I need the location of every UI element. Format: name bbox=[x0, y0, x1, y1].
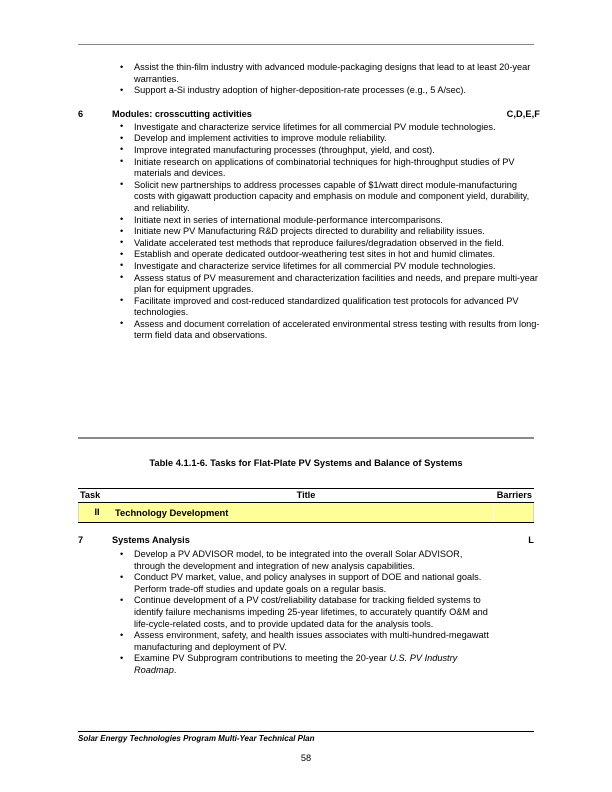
bullet-item: • Support a-Si industry adoption of higher-deposition-rate processes (e.g., 5 A/sec). bbox=[78, 85, 540, 97]
task-barriers: L bbox=[528, 535, 534, 545]
bullet-item: • Improve integrated manufacturing processes (throughput, yield, and cost). bbox=[78, 145, 540, 157]
task-6-bullet-list bbox=[78, 122, 540, 342]
table-body bbox=[78, 523, 534, 677]
task-barriers: C,D,E,F bbox=[506, 108, 540, 119]
task-7-bullet-list bbox=[78, 549, 534, 677]
continued-task-block bbox=[78, 62, 540, 342]
bullet-item: • Initiate research on applications of combinatorial techniques for high-throughput studies of PV materials and devices. bbox=[78, 157, 540, 180]
bullet-item: • Continue development of a PV cost/reliability database for tracking fielded systems to identify failure mechanisms impeding 25-year lifetimes, to accurately quantify O&M and life-cycle-related costs, and to provide updated data for the analysis tools. bbox=[78, 595, 534, 630]
column-header-barriers: Barriers bbox=[496, 490, 532, 500]
bullet-item: • Investigate and characterize service lifetimes for all commercial PV module technologies. bbox=[78, 261, 540, 273]
header-rule bbox=[78, 44, 534, 45]
task-title: Systems Analysis bbox=[112, 535, 190, 545]
section-band-technology-development bbox=[78, 503, 534, 522]
task-title: Modules: crosscutting activities bbox=[112, 108, 252, 119]
table-header-row bbox=[78, 489, 534, 502]
task-number: 6 bbox=[78, 108, 84, 119]
footer-rule bbox=[78, 731, 534, 732]
task-heading-row-7 bbox=[78, 535, 534, 548]
bullet-item: • Solicit new partnerships to address processes capable of $1/watt direct module-manufacturing costs with gigawatt production capacity and emphasis on module and component yield, durability, and reliability. bbox=[78, 180, 540, 215]
footer-title: Solar Energy Technologies Program Multi-Year Technical Plan bbox=[78, 734, 315, 743]
page-number: 58 bbox=[300, 753, 312, 763]
tasks-table bbox=[78, 488, 534, 677]
previous-table-closing-rule bbox=[78, 437, 534, 439]
bullet-item: • Initiate new PV Manufacturing R&D projects directed to durability and reliability issues. bbox=[78, 226, 540, 238]
table-caption: Table 4.1.1-6. Tasks for Flat-Plate PV Systems and Balance of Systems bbox=[149, 457, 463, 468]
bullet-item: • Develop a PV ADVISOR model, to be integrated into the overall Solar ADVISOR, through the development and integration of new analysis capabilities. bbox=[78, 549, 534, 572]
bullet-item: • Assist the thin-film industry with advanced module-packaging designs that lead to at least 20-year warranties. bbox=[78, 62, 540, 85]
bullet-item: • Investigate and characterize service lifetimes for all commercial PV module technologies. bbox=[78, 122, 540, 134]
section-band-label: Technology Development bbox=[115, 507, 229, 518]
italic-title: U.S. PV Industry Roadmap bbox=[134, 653, 458, 675]
bullet-item: • Develop and implement activities to improve module reliability. bbox=[78, 133, 540, 145]
bullet-item: • Assess status of PV measurement and characterization facilities and needs, and prepare multi-year plan for equipment upgrades. bbox=[78, 273, 540, 296]
bullet-item: • Validate accelerated test methods that reproduce failures/degradation observed in the field. bbox=[78, 238, 540, 250]
bullet-item: • Initiate next in series of international module-performance intercomparisons. bbox=[78, 215, 540, 227]
task-number: 7 bbox=[78, 535, 84, 545]
continued-leading-bullet-list bbox=[78, 62, 540, 97]
bullet-item: • Establish and operate dedicated outdoor-weathering test sites in hot and humid climates. bbox=[78, 249, 540, 261]
section-band-number: II bbox=[94, 507, 100, 517]
bullet-item: • Conduct PV market, value, and policy analyses in support of DOE and national goals. Perform trade-off studies and update goals on a regular basis. bbox=[78, 572, 534, 595]
column-header-title: Title bbox=[296, 490, 316, 500]
bullet-item: • Facilitate improved and cost-reduced standardized qualification test protocols for advanced PV technologies. bbox=[78, 296, 540, 319]
section-band-column-divider bbox=[493, 503, 494, 522]
column-header-task: Task bbox=[80, 490, 101, 500]
bullet-item: • Examine PV Subprogram contributions to meeting the 20-year U.S. PV Industry Roadmap. bbox=[78, 653, 534, 676]
bullet-item: • Assess environment, safety, and health issues associates with multi-hundred-megawatt manufacturing and deployment of PV. bbox=[78, 630, 534, 653]
task-heading-row-6 bbox=[78, 109, 540, 122]
bullet-item: • Assess and document correlation of accelerated environmental stress testing with results from long-term field data and observations. bbox=[78, 319, 540, 342]
